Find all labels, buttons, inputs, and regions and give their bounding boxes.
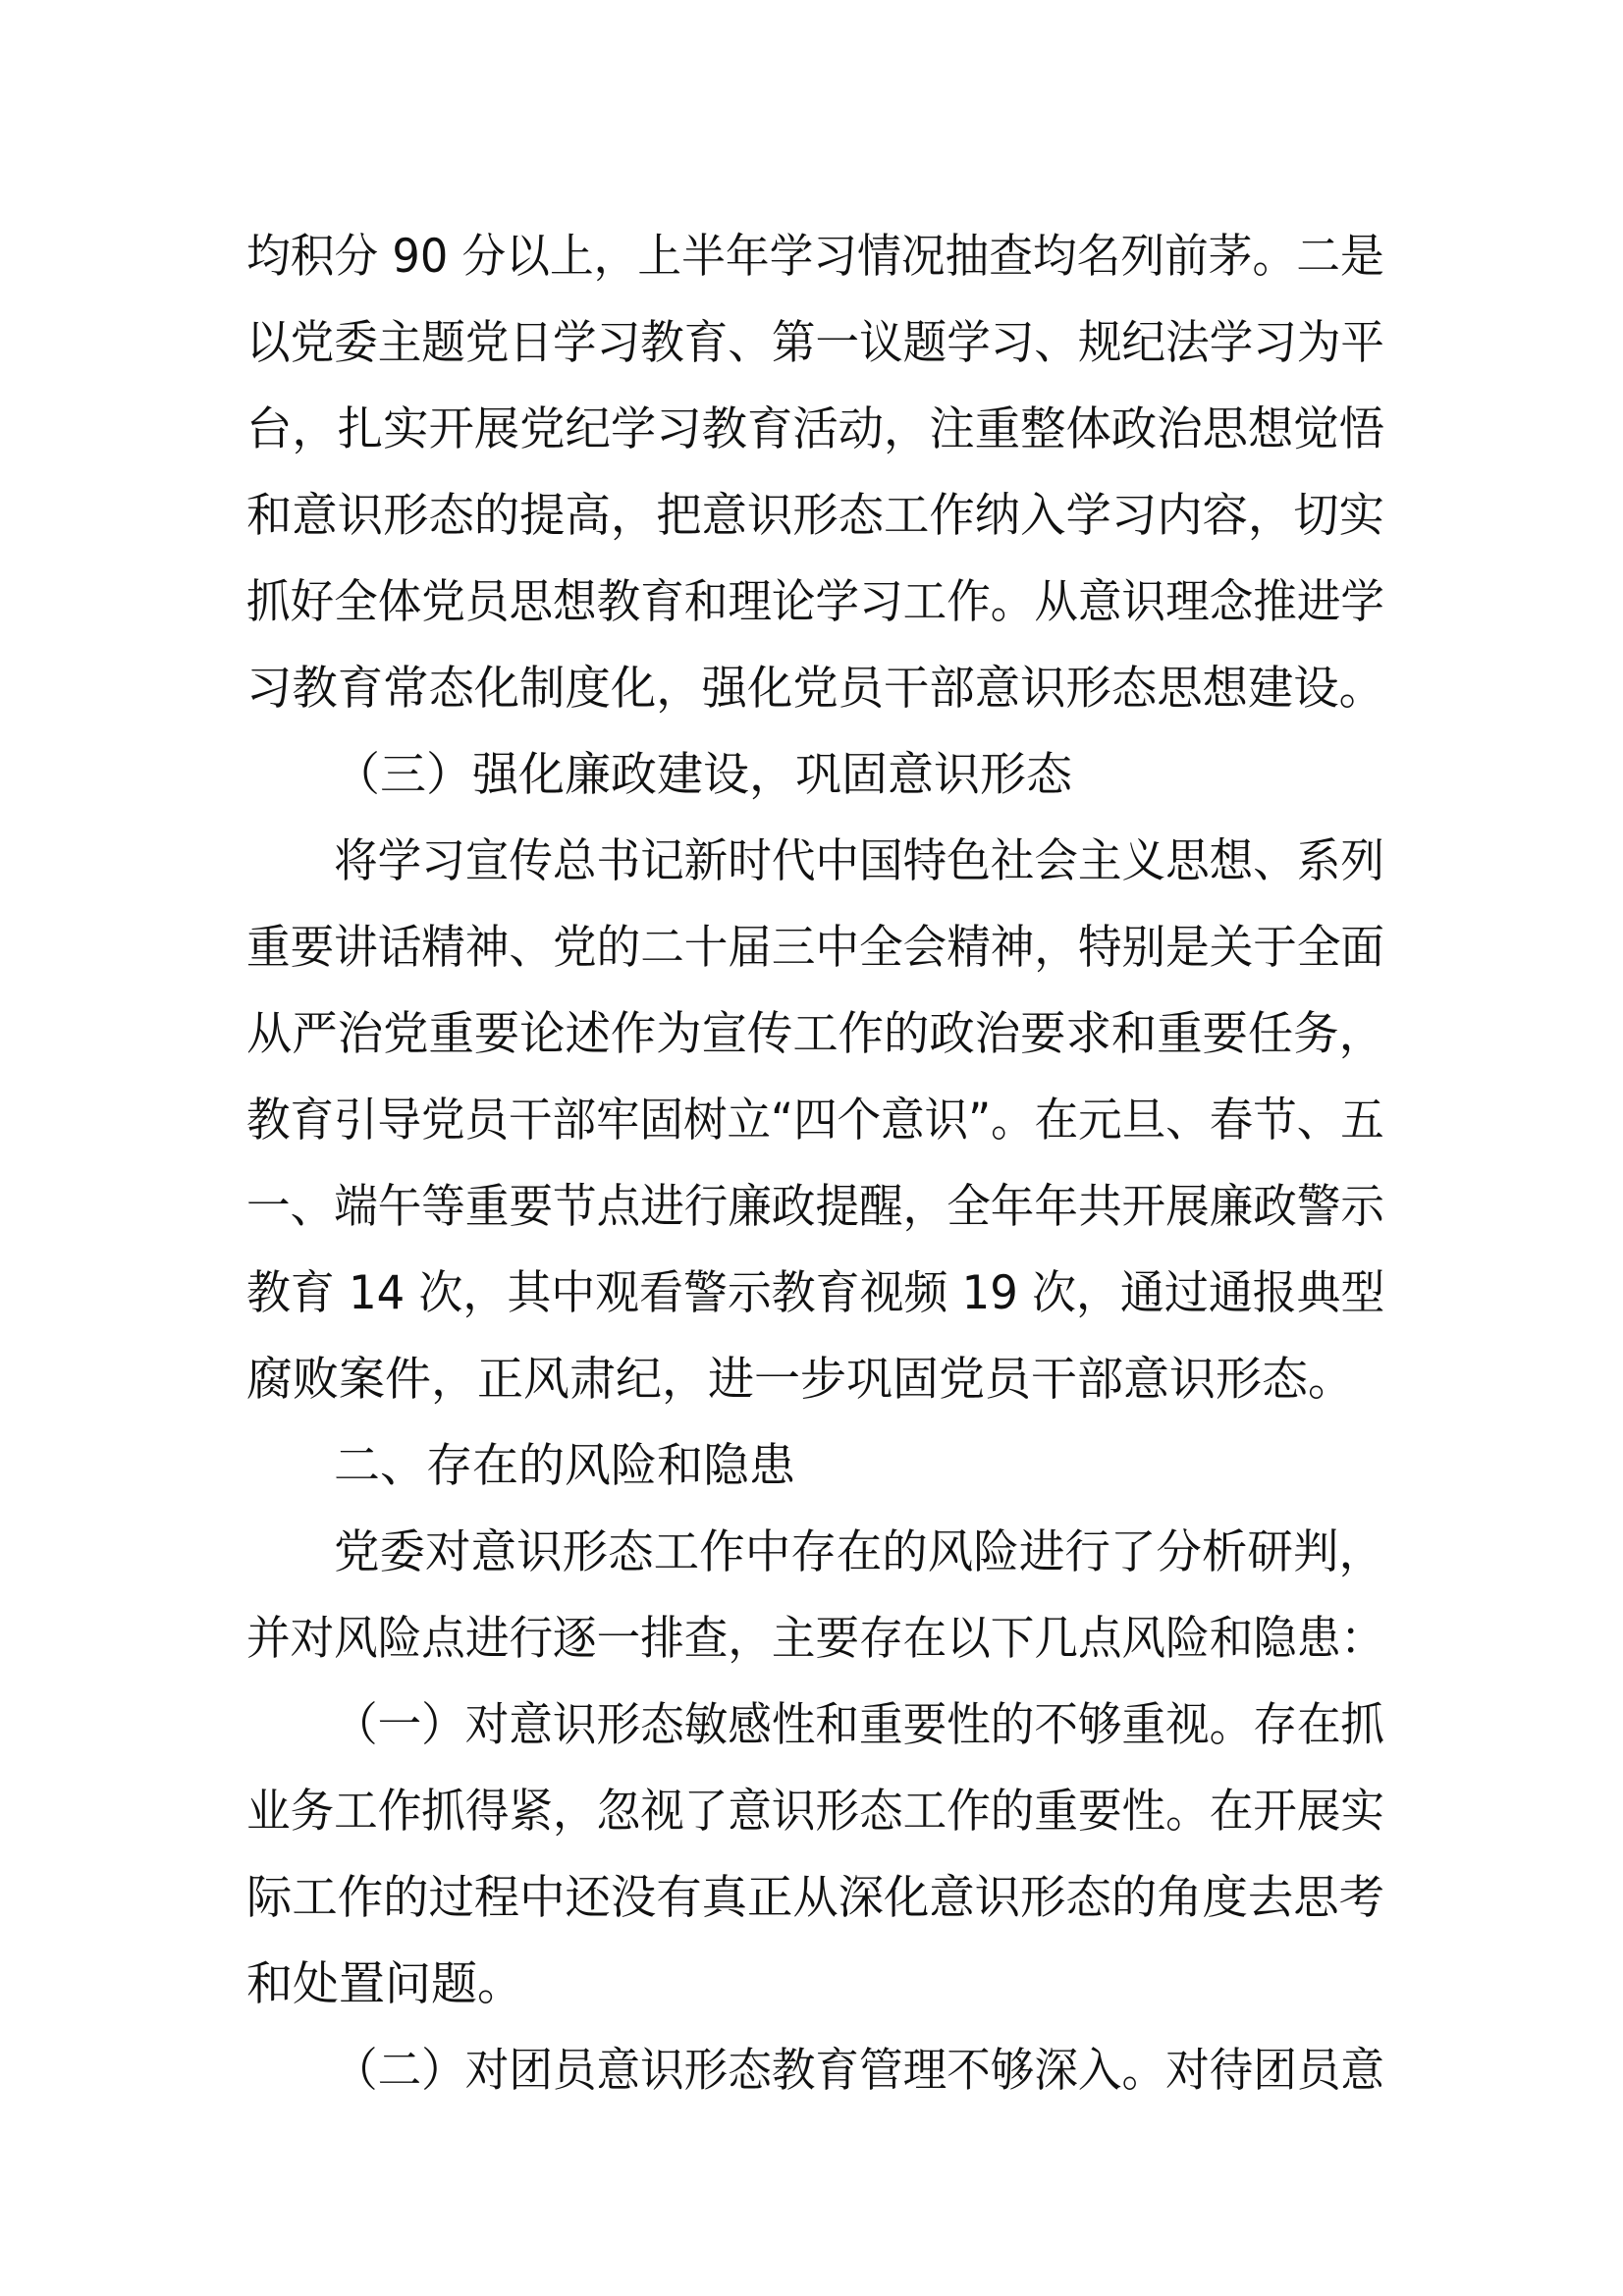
text-line-6: 习教育常态化制度化，强化党员干部意识形态思想建设。 (246, 662, 1384, 716)
text-line-22: （二）对团员意识形态教育管理不够深入。对待团员意 (334, 2044, 1384, 2098)
text-line-4: 和意识形态的提高，把意识形态工作纳入学习内容，切实 (246, 489, 1384, 543)
text-line-18: （一）对意识形态敏感性和重要性的不够重视。存在抓 (334, 1698, 1384, 1752)
text-line-13: 教育 14 次，其中观看警示教育视频 19 次，通过通报典型 (246, 1266, 1385, 1320)
text-line-3: 台，扎实开展党纪学习教育活动，注重整体政治思想觉悟 (246, 402, 1384, 456)
section-heading-3: （三）强化廉政建设，巩固意识形态 (334, 748, 1072, 802)
text-line-5: 抓好全体党员思想教育和理论学习工作。从意识理念推进学 (246, 575, 1384, 629)
text-line-20: 际工作的过程中还没有真正从深化意识形态的角度去思考 (246, 1871, 1384, 1925)
text-line-14: 腐败案件，正风肃纪，进一步巩固党员干部意识形态。 (246, 1353, 1354, 1407)
text-line-2: 以党委主题党日学习教育、第一议题学习、规纪法学习为平 (246, 316, 1384, 370)
text-line-12: 一、端午等重要节点进行廉政提醒，全年年共开展廉政警示 (246, 1180, 1384, 1234)
section-heading-2: 二、存在的风险和隐患 (334, 1439, 795, 1493)
text-line-9: 重要讲话精神、党的二十届三中全会精神，特别是关于全面 (246, 921, 1384, 975)
text-line-1: 均积分 90 分以上，上半年学习情况抽查均名列前茅。二是 (246, 230, 1384, 284)
text-line-17: 并对风险点进行逐一排查，主要存在以下几点风险和隐患： (246, 1612, 1384, 1666)
text-line-10: 从严治党重要论述作为宣传工作的政治要求和重要任务， (246, 1007, 1384, 1061)
text-line-16: 党委对意识形态工作中存在的风险进行了分析研判， (334, 1525, 1384, 1579)
text-line-8: 将学习宣传总书记新时代中国特色社会主义思想、系列 (334, 834, 1384, 888)
text-line-19: 业务工作抓得紧，忽视了意识形态工作的重要性。在开展实 (246, 1785, 1384, 1839)
text-line-11: 教育引导党员干部牢固树立“四个意识”。在元旦、春节、五 (246, 1094, 1384, 1148)
text-line-21: 和处置问题。 (246, 1957, 523, 2011)
